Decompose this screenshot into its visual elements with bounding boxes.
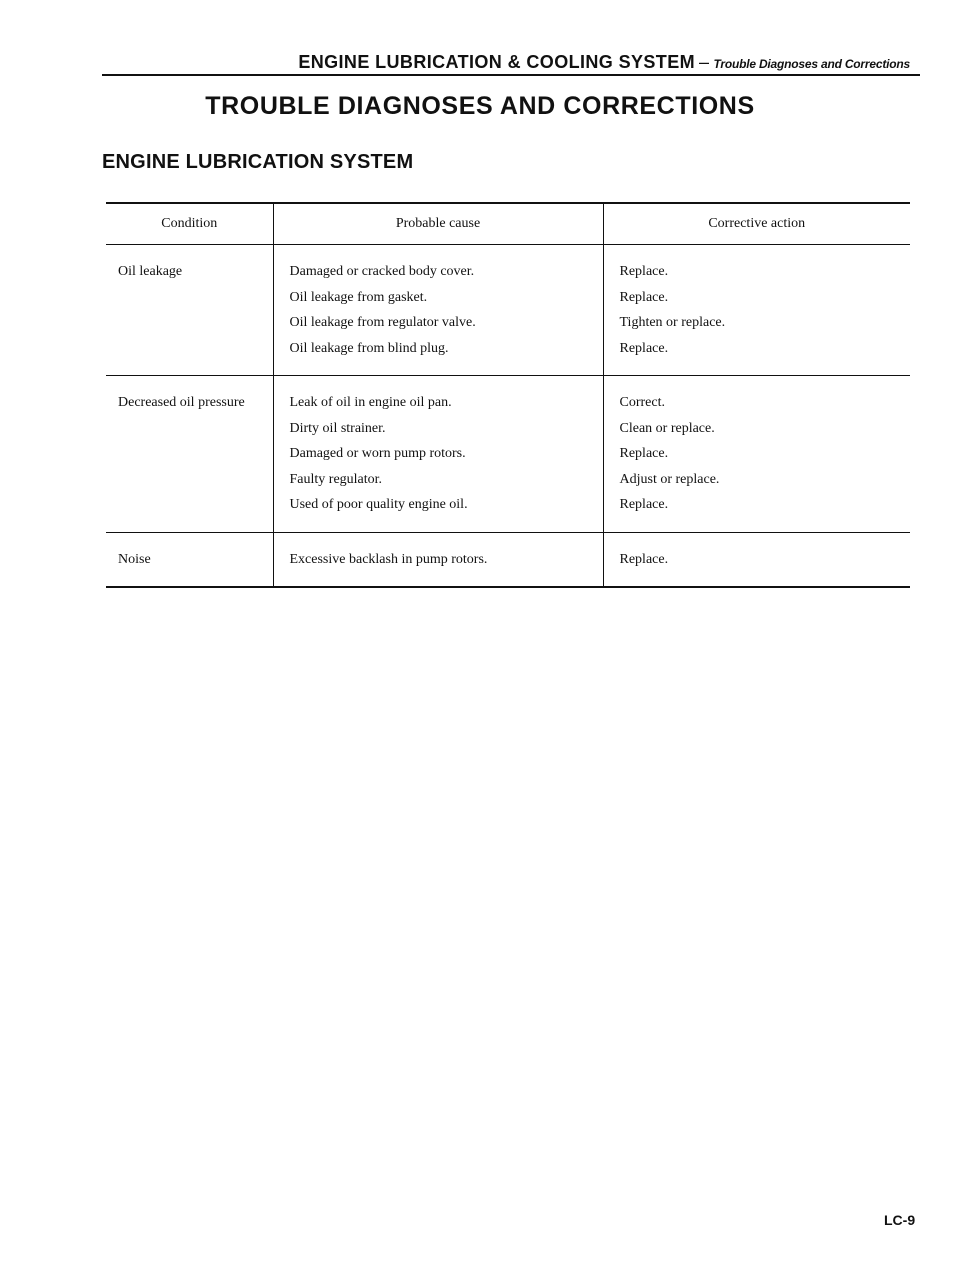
running-header <box>102 52 910 76</box>
condition-cell <box>106 245 273 376</box>
table-row <box>106 376 910 533</box>
table-header-row <box>106 203 910 245</box>
action-line: Adjust or replace. <box>619 471 720 487</box>
cause-line: Oil leakage from regulator valve. <box>289 315 476 330</box>
header-subsection: Trouble Diagnoses and Corrections <box>713 57 910 71</box>
action-line: Replace. <box>619 264 669 279</box>
table-row <box>106 245 910 376</box>
cause-line: Used of poor quality engine oil. <box>289 497 468 512</box>
action-line: Replace. <box>619 340 669 356</box>
condition-text: Oil leakage <box>118 264 183 279</box>
action-line: Replace. <box>619 289 669 305</box>
corrective-action-cell <box>603 245 910 376</box>
probable-cause-cell <box>273 376 603 533</box>
action-line: Replace. <box>619 551 669 567</box>
header-section: ENGINE LUBRICATION & COOLING SYSTEM <box>298 52 696 72</box>
condition-text: Decreased oil pressure <box>118 395 245 410</box>
action-line: Correct. <box>619 395 665 410</box>
action-line: Replace. <box>619 497 669 512</box>
corrective-action-cell <box>603 376 910 533</box>
header-rule <box>102 74 920 76</box>
cause-line: Damaged or worn pump rotors. <box>289 446 466 461</box>
condition-cell <box>106 532 273 587</box>
cause-line: Excessive backlash in pump rotors. <box>289 551 488 567</box>
condition-text: Noise <box>118 551 151 567</box>
trouble-diagnosis-table <box>106 202 910 588</box>
column-header-probable-cause: Probable cause <box>273 203 603 245</box>
column-header-condition: Condition <box>106 203 273 245</box>
probable-cause-cell <box>273 532 603 587</box>
cause-line: Oil leakage from gasket. <box>289 289 428 305</box>
action-line: Replace. <box>619 446 669 461</box>
action-line: Tighten or replace. <box>619 315 726 330</box>
cause-line: Faulty regulator. <box>289 471 383 487</box>
cause-line: Oil leakage from blind plug. <box>289 340 449 356</box>
cause-line: Leak of oil in engine oil pan. <box>289 395 452 410</box>
page-title: TROUBLE DIAGNOSES AND CORRECTIONS <box>205 92 755 120</box>
condition-cell <box>106 376 273 533</box>
cause-line: Dirty oil strainer. <box>289 420 386 436</box>
cause-line: Damaged or cracked body cover. <box>289 264 475 279</box>
header-separator: – <box>699 52 710 72</box>
action-line: Clean or replace. <box>619 420 715 436</box>
page-number: LC-9 <box>884 1212 916 1228</box>
column-header-corrective-action: Corrective action <box>603 203 910 245</box>
probable-cause-cell <box>273 245 603 376</box>
section-title: ENGINE LUBRICATION SYSTEM <box>102 151 414 173</box>
corrective-action-cell <box>603 532 910 587</box>
table-row <box>106 532 910 587</box>
